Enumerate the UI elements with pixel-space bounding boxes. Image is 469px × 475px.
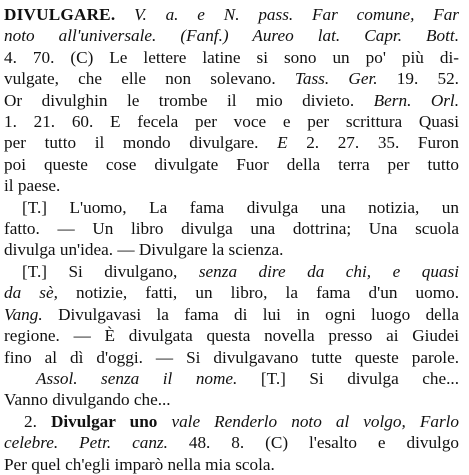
entry-line bbox=[4, 111, 459, 132]
italic-text: senza dire da chi, e quasi bbox=[198, 261, 459, 281]
entry-line bbox=[4, 68, 459, 89]
entry-text: 1. 21. 60. E fecela per voce e per scrittura Quasi bbox=[4, 112, 459, 132]
entry-text: Per quel ch'egli imparò nella mia scola. bbox=[4, 454, 275, 474]
entry-line bbox=[4, 132, 459, 153]
entry-text: poi queste cose divulgate Fuor della terra per tutto bbox=[4, 154, 459, 174]
italic-text: Bern. Orl. bbox=[373, 90, 459, 110]
italic-text: Vang. bbox=[4, 304, 43, 324]
entry-line bbox=[4, 175, 459, 196]
italic-text: Tass. Ger. bbox=[294, 69, 378, 89]
italic-text: noto all'universale. (Fanf.) Aureo lat. Capr. Bott. bbox=[4, 26, 459, 46]
entry-line bbox=[4, 411, 459, 432]
entry-text: 19. 52. bbox=[377, 69, 459, 89]
entry-text: 48. 8. (C) l'esalto e divulgo bbox=[167, 433, 459, 453]
italic-text: E bbox=[277, 133, 288, 153]
headword: DIVULGARE. bbox=[4, 5, 116, 24]
entry-text: regione. — È divulgata questa novella presso ai Giudei bbox=[4, 326, 459, 346]
entry-line bbox=[4, 304, 459, 325]
entry-text: fatto. — Un libro divulga una dottrina; Una scuola bbox=[4, 219, 459, 239]
entry-text: 2. bbox=[24, 411, 51, 431]
entry-text: [T.] Si divulga che... bbox=[237, 368, 459, 388]
italic-text: da sè, bbox=[4, 283, 58, 303]
entry-line bbox=[4, 197, 459, 218]
entry-line bbox=[4, 368, 459, 389]
entry-line bbox=[4, 389, 459, 410]
entry-line bbox=[4, 154, 459, 175]
entry-line bbox=[4, 4, 459, 25]
entry-text: vulgate, che elle non solevano. bbox=[4, 69, 295, 89]
entry-text: 4. 70. (C) Le lettere latine si sono un po' più di- bbox=[4, 47, 459, 67]
entry-line bbox=[4, 47, 459, 68]
entry-text bbox=[157, 412, 171, 431]
entry-text bbox=[115, 5, 134, 24]
entry-line bbox=[4, 282, 459, 303]
bold-text: Divulgar uno bbox=[50, 411, 158, 431]
entry-text: [T.] Si divulgano, bbox=[22, 261, 199, 281]
entry-text: 2. 27. 35. Furon bbox=[287, 133, 459, 153]
entry-text: Divulgavasi la fama di lui in ogni luogo della bbox=[42, 304, 459, 324]
italic-text: vale Renderlo noto al volgo, Farlo bbox=[171, 411, 459, 431]
italic-text: celebre. Petr. canz. bbox=[4, 433, 168, 453]
entry-text: Or divulghin le trombe il mio divieto. bbox=[4, 90, 374, 110]
entry-line bbox=[4, 218, 459, 239]
entry-line bbox=[4, 347, 459, 368]
entry-line bbox=[4, 25, 459, 46]
entry-text: fino al dì d'oggi. — Si divulgavano tutte queste parole. bbox=[4, 347, 459, 367]
entry-line bbox=[4, 432, 459, 453]
entry-text: Vanno divulgando che... bbox=[4, 390, 171, 410]
entry-text: per tutto il mondo divulgare. bbox=[4, 133, 278, 153]
entry-line bbox=[4, 90, 459, 111]
entry-text: notizie, fatti, un libro, la fama d'un uomo. bbox=[57, 283, 459, 303]
italic-text: V. a. e N. pass. Far comune, Far bbox=[134, 5, 459, 24]
entry-line bbox=[4, 261, 459, 282]
entry-line bbox=[4, 239, 459, 260]
entry-text: divulga un'idea. — Divulgare la scienza. bbox=[4, 240, 284, 260]
entry-text: [T.] L'uomo, La fama divulga una notizia, un bbox=[22, 197, 459, 217]
entry-text: il paese. bbox=[4, 176, 61, 196]
entry-line bbox=[4, 325, 459, 346]
italic-text: Assol. senza il nome. bbox=[36, 368, 238, 388]
